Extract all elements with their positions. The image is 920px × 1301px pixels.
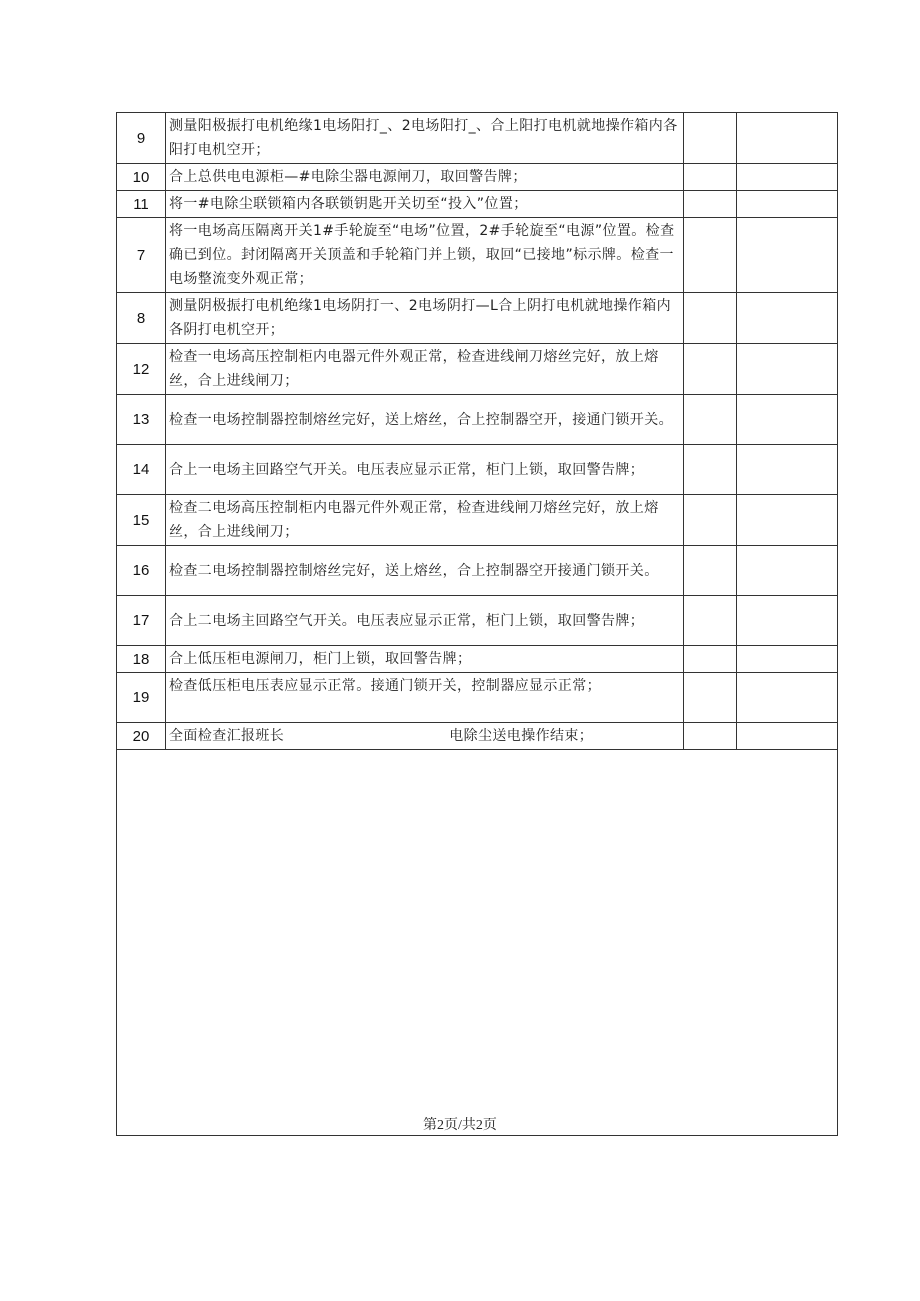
step-number: 13 — [117, 395, 166, 445]
check-cell — [684, 191, 737, 218]
step-description: 合上一电场主回路空气开关。电压表应显示正常，柜门上锁，取回警告牌； — [166, 445, 684, 495]
sign-cell — [737, 723, 838, 750]
step-description: 合上低压柜电源闸刀，柜门上锁，取回警告牌； — [166, 646, 684, 673]
step-description: 将一电场高压隔离开关1#手轮旋至“电场”位置，2#手轮旋至“电源”位置。检查确已到位。封闭隔离开关顶盖和手轮箱门并上锁，取回“已接地”标示牌。检查一电场整流变外观正常； — [166, 218, 684, 293]
step-number: 18 — [117, 646, 166, 673]
step-description: 检查低压柜电压表应显示正常。接通门锁开关，控制器应显示正常； — [166, 673, 684, 723]
step-description: 测量阴极振打电机绝缘1电场阴打一、2电场阴打—L合上阴打电机就地操作箱内各阴打电机空开； — [166, 293, 684, 344]
check-cell — [684, 113, 737, 164]
remarks-area-row — [117, 750, 838, 1136]
table-row — [117, 218, 838, 293]
table-row — [117, 293, 838, 344]
check-cell — [684, 445, 737, 495]
step-number: 14 — [117, 445, 166, 495]
sign-cell — [737, 164, 838, 191]
step-number: 19 — [117, 673, 166, 723]
check-cell — [684, 218, 737, 293]
step-number: 11 — [117, 191, 166, 218]
sign-cell — [737, 113, 838, 164]
check-cell — [684, 646, 737, 673]
table-row — [117, 723, 838, 750]
check-cell — [684, 723, 737, 750]
step-description: 检查一电场高压控制柜内电器元件外观正常，检查进线闸刀熔丝完好，放上熔丝，合上进线闸刀； — [166, 344, 684, 395]
check-cell — [684, 344, 737, 395]
sign-cell — [737, 293, 838, 344]
step-number: 9 — [117, 113, 166, 164]
step-number: 20 — [117, 723, 166, 750]
sign-cell — [737, 646, 838, 673]
sign-cell — [737, 445, 838, 495]
table-row — [117, 344, 838, 395]
step-number: 8 — [117, 293, 166, 344]
step-description: 合上二电场主回路空气开关。电压表应显示正常，柜门上锁，取回警告牌； — [166, 596, 684, 646]
check-cell — [684, 495, 737, 546]
step-number: 7 — [117, 218, 166, 293]
table-row — [117, 164, 838, 191]
operation-steps-table — [116, 112, 838, 1136]
table-row — [117, 191, 838, 218]
step-description: 将一#电除尘联锁箱内各联锁钥匙开关切至“投入”位置； — [166, 191, 684, 218]
table-row — [117, 395, 838, 445]
check-cell — [684, 596, 737, 646]
check-cell — [684, 293, 737, 344]
table-row — [117, 445, 838, 495]
step-number: 10 — [117, 164, 166, 191]
sign-cell — [737, 218, 838, 293]
step-description — [166, 723, 684, 750]
check-cell — [684, 164, 737, 191]
sign-cell — [737, 546, 838, 596]
sign-cell — [737, 344, 838, 395]
step-number: 15 — [117, 495, 166, 546]
step-description-right: 电除尘送电操作结束； — [449, 728, 594, 744]
check-cell — [684, 673, 737, 723]
check-cell — [684, 546, 737, 596]
step-description: 检查二电场高压控制柜内电器元件外观正常，检查进线闸刀熔丝完好，放上熔丝，合上进线闸刀； — [166, 495, 684, 546]
table-row — [117, 596, 838, 646]
table-row — [117, 546, 838, 596]
step-number: 12 — [117, 344, 166, 395]
step-number: 16 — [117, 546, 166, 596]
step-description: 测量阳极振打电机绝缘1电场阳打_、2电场阳打_、合上阳打电机就地操作箱内各阳打电机空开； — [166, 113, 684, 164]
table-row — [117, 113, 838, 164]
sign-cell — [737, 495, 838, 546]
step-description: 检查二电场控制器控制熔丝完好，送上熔丝，合上控制器空开接通门锁开关。 — [166, 546, 684, 596]
remarks-area — [117, 750, 838, 1136]
page-footer: 第2页/共2页 — [423, 1118, 497, 1133]
check-cell — [684, 395, 737, 445]
step-number: 17 — [117, 596, 166, 646]
step-description: 合上总供电电源柜—#电除尘器电源闸刀，取回警告牌； — [166, 164, 684, 191]
table-row — [117, 495, 838, 546]
table-row — [117, 646, 838, 673]
table-row — [117, 673, 838, 723]
sign-cell — [737, 395, 838, 445]
sign-cell — [737, 673, 838, 723]
step-description: 检查一电场控制器控制熔丝完好，送上熔丝，合上控制器空开，接通门锁开关。 — [166, 395, 684, 445]
sign-cell — [737, 596, 838, 646]
step-description-left: 全面检查汇报班长 — [169, 728, 285, 744]
sign-cell — [737, 191, 838, 218]
